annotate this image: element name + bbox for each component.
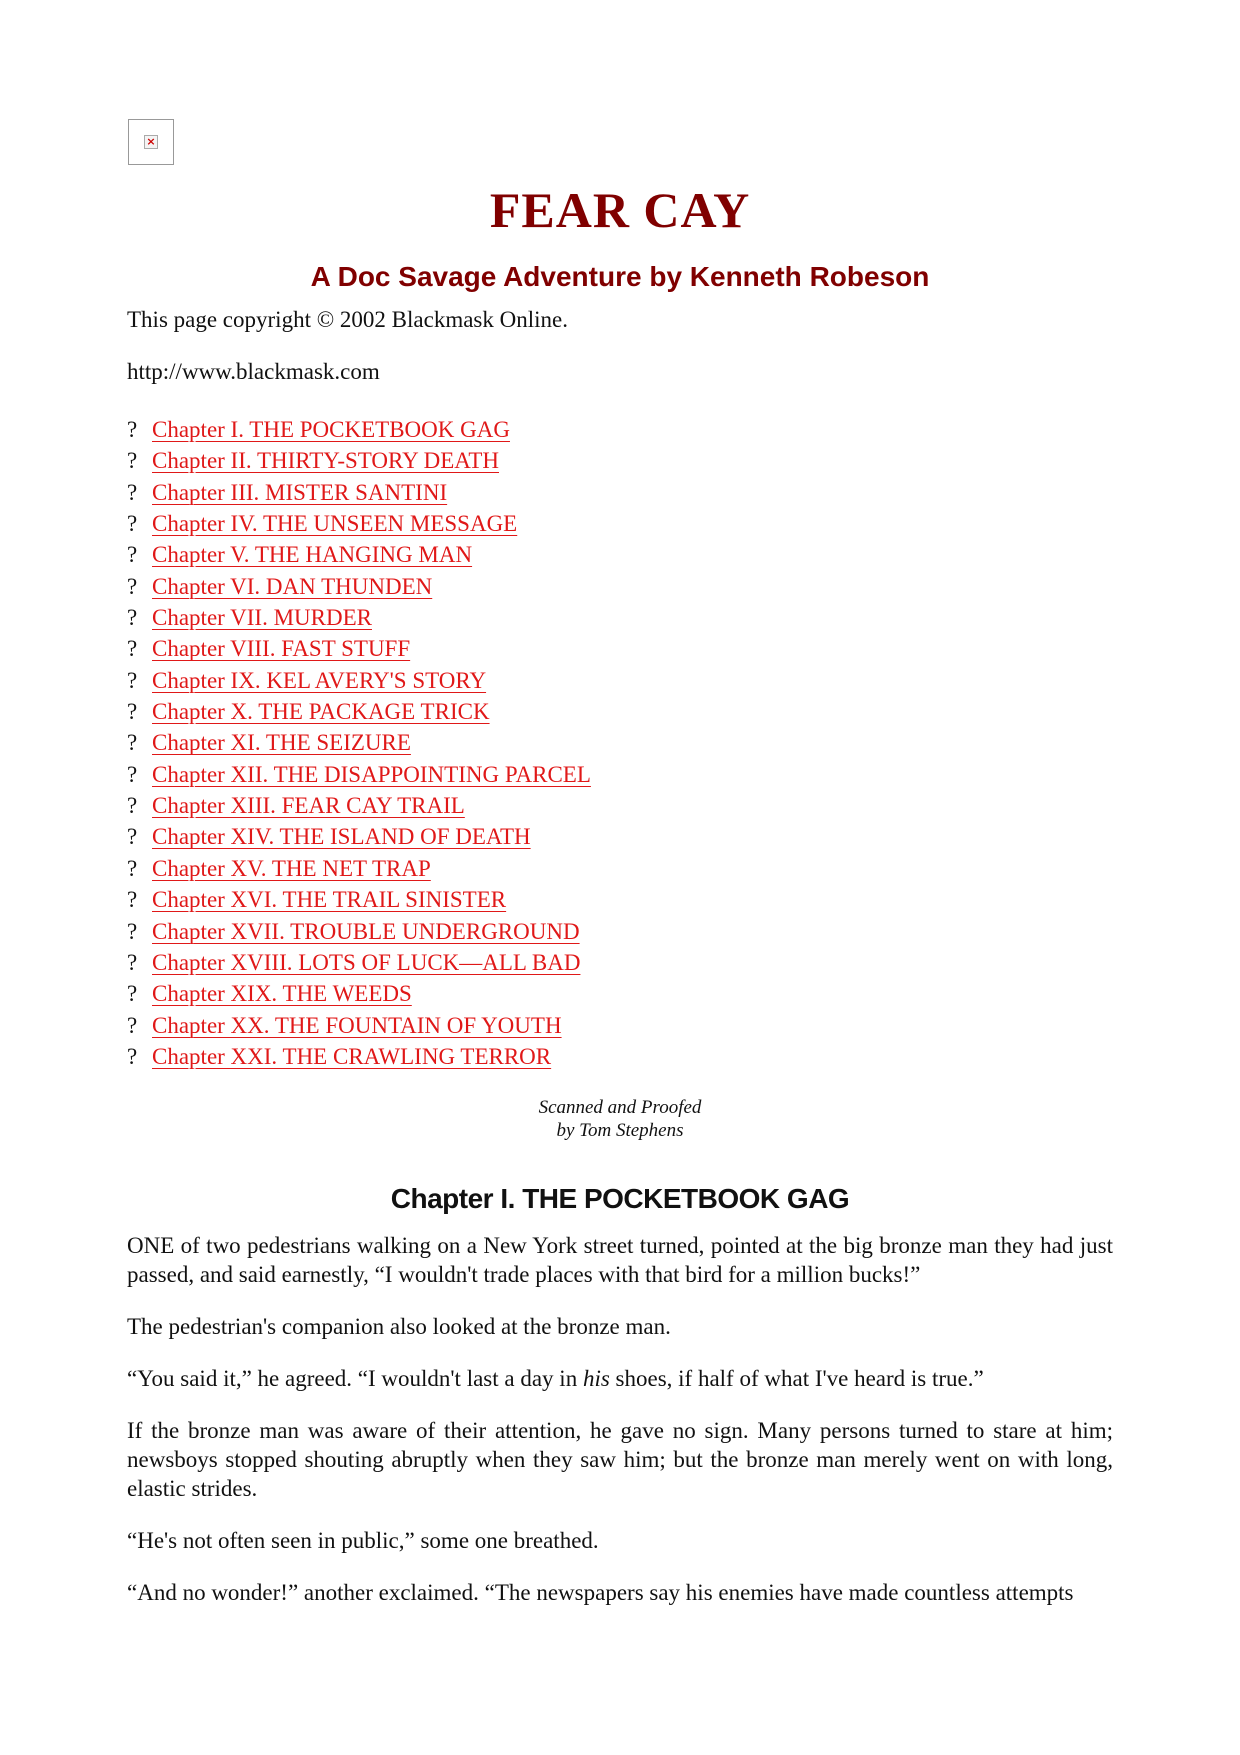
paragraph xyxy=(127,1364,1113,1393)
toc-link-chapter-15[interactable]: Chapter XV. THE NET TRAP xyxy=(152,855,431,881)
paragraph: “And no wonder!” another exclaimed. “The newspapers say his enemies have made countless attempts xyxy=(127,1580,1074,1605)
toc-link-chapter-3[interactable]: Chapter III. MISTER SANTINI xyxy=(152,479,448,505)
toc-bullet: ? xyxy=(127,573,138,599)
toc-bullet: ? xyxy=(127,949,138,975)
toc-link-chapter-7[interactable]: Chapter VII. MURDER xyxy=(152,605,372,631)
broken-image-icon: × xyxy=(128,119,174,165)
toc-link-chapter-12[interactable]: Chapter XII. THE DISAPPOINTING PARCEL xyxy=(152,761,591,787)
toc-item xyxy=(127,949,1027,980)
toc-item xyxy=(127,1043,1027,1074)
toc-item xyxy=(127,761,1027,792)
paragraph: The pedestrian's companion also looked at the bronze man. xyxy=(127,1314,671,1339)
scan-credits xyxy=(0,1096,1240,1142)
toc-link-chapter-10[interactable]: Chapter X. THE PACKAGE TRICK xyxy=(152,699,490,725)
toc-link-chapter-6[interactable]: Chapter VI. DAN THUNDEN xyxy=(152,573,433,599)
toc-item xyxy=(127,698,1027,729)
toc-item xyxy=(127,479,1027,510)
toc-item xyxy=(127,729,1027,760)
toc-item xyxy=(127,416,1027,447)
chapter-heading: Chapter I. THE POCKETBOOK GAG xyxy=(390,1183,850,1214)
toc-item xyxy=(127,635,1027,666)
toc-item xyxy=(127,667,1027,698)
toc-bullet: ? xyxy=(127,981,138,1007)
toc-link-chapter-2[interactable]: Chapter II. THIRTY-STORY DEATH xyxy=(152,448,499,474)
toc-bullet: ? xyxy=(127,605,138,631)
toc-bullet: ? xyxy=(127,667,138,693)
toc-item xyxy=(127,792,1027,823)
emphasis-text: his xyxy=(582,1366,610,1391)
paragraph-text: shoes, if half of what I've heard is true.” xyxy=(609,1366,984,1391)
toc-item xyxy=(127,823,1027,854)
toc-bullet: ? xyxy=(127,699,138,725)
page-subtitle: A Doc Savage Adventure by Kenneth Robeson xyxy=(310,261,930,292)
toc-item xyxy=(127,886,1027,917)
toc-link-chapter-11[interactable]: Chapter XI. THE SEIZURE xyxy=(152,730,411,756)
toc-item xyxy=(127,1012,1027,1043)
toc-bullet: ? xyxy=(127,1043,138,1069)
chapter-body xyxy=(127,1231,1113,1630)
toc-link-chapter-20[interactable]: Chapter XX. THE FOUNTAIN OF YOUTH xyxy=(152,1012,562,1038)
toc-link-chapter-4[interactable]: Chapter IV. THE UNSEEN MESSAGE xyxy=(152,511,518,537)
toc-bullet: ? xyxy=(127,918,138,944)
toc-link-chapter-1[interactable]: Chapter I. THE POCKETBOOK GAG xyxy=(152,417,510,442)
paragraph: If the bronze man was aware of their attention, he gave no sign. Many persons turned to stare at him; newsboys stopped shouting abruptly when they saw him; but the bronze man merely went on with long, elastic strides. xyxy=(127,1418,1113,1501)
toc-link-chapter-17[interactable]: Chapter XVII. TROUBLE UNDERGROUND xyxy=(152,918,580,944)
copyright-notice: This page copyright © 2002 Blackmask Online. xyxy=(127,307,568,332)
toc-bullet: ? xyxy=(127,824,138,850)
toc-item xyxy=(127,573,1027,604)
toc-link-chapter-19[interactable]: Chapter XIX. THE WEEDS xyxy=(152,981,412,1007)
toc-item xyxy=(127,918,1027,949)
site-url: http://www.blackmask.com xyxy=(127,359,380,384)
toc-item xyxy=(127,980,1027,1011)
toc-item xyxy=(127,510,1027,541)
paragraph: “He's not often seen in public,” some one breathed. xyxy=(127,1528,599,1553)
toc-link-chapter-21[interactable]: Chapter XXI. THE CRAWLING TERROR xyxy=(152,1043,552,1069)
page-title: FEAR CAY xyxy=(489,182,751,238)
toc-bullet: ? xyxy=(127,636,138,662)
toc-bullet: ? xyxy=(127,542,138,568)
toc-item xyxy=(127,604,1027,635)
paragraph: ONE of two pedestrians walking on a New York street turned, pointed at the big bronze man they had just passed, and said earnestly, “I wouldn't trade places with that bird for a million bucks!” xyxy=(127,1233,1113,1287)
toc-link-chapter-5[interactable]: Chapter V. THE HANGING MAN xyxy=(152,542,473,568)
toc-link-chapter-9[interactable]: Chapter IX. KEL AVERY'S STORY xyxy=(152,667,487,693)
toc-link-chapter-13[interactable]: Chapter XIII. FEAR CAY TRAIL xyxy=(152,793,465,819)
toc-bullet: ? xyxy=(127,761,138,787)
toc-item xyxy=(127,541,1027,572)
toc-bullet: ? xyxy=(127,448,138,474)
toc-bullet: ? xyxy=(127,855,138,881)
credits-line-2: by Tom Stephens xyxy=(556,1120,684,1141)
toc-link-chapter-14[interactable]: Chapter XIV. THE ISLAND OF DEATH xyxy=(152,824,531,850)
toc-bullet: ? xyxy=(127,479,138,505)
toc-bullet: ? xyxy=(127,793,138,819)
credits-line-1: Scanned and Proofed xyxy=(538,1097,702,1118)
toc-bullet: ? xyxy=(127,511,138,537)
toc-item xyxy=(127,855,1027,886)
toc-bullet: ? xyxy=(127,1012,138,1038)
toc-item xyxy=(127,447,1027,478)
toc-link-chapter-16[interactable]: Chapter XVI. THE TRAIL SINISTER xyxy=(152,887,507,913)
toc-bullet: ? xyxy=(127,887,138,913)
toc-bullet: ? xyxy=(127,417,138,442)
toc-link-chapter-8[interactable]: Chapter VIII. FAST STUFF xyxy=(152,636,411,662)
paragraph-text: “You said it,” he agreed. “I wouldn't last a day in xyxy=(127,1366,583,1391)
toc-bullet: ? xyxy=(127,730,138,756)
table-of-contents xyxy=(127,416,1027,1074)
toc-link-chapter-18[interactable]: Chapter XVIII. LOTS OF LUCK—ALL BAD xyxy=(152,949,581,975)
